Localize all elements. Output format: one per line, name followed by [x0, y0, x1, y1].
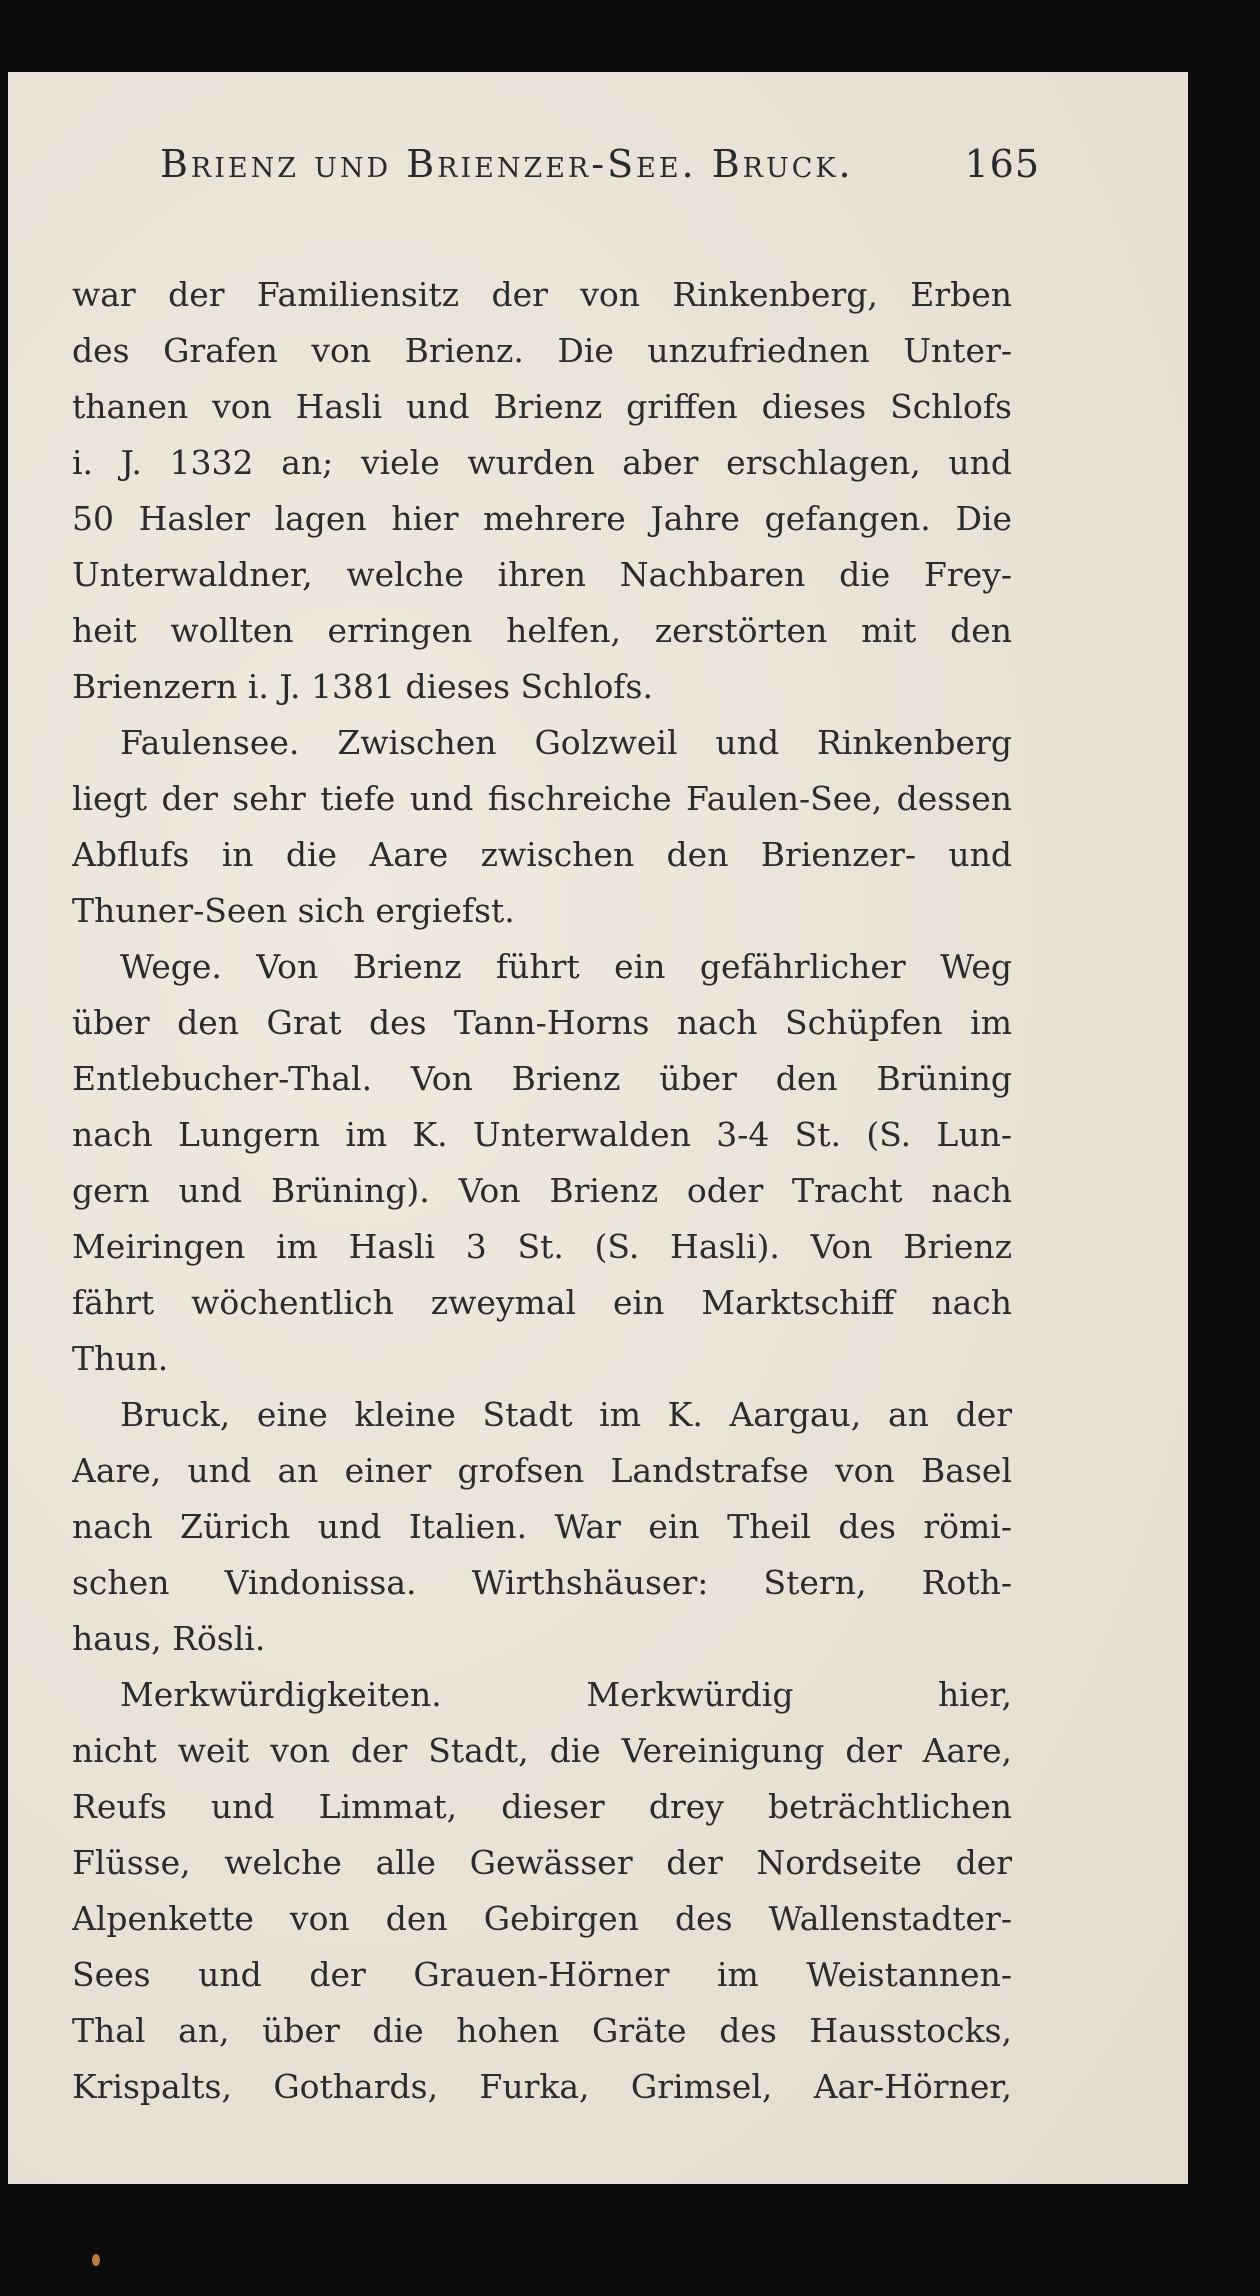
text-line: Aare, und an einer grofsen Landstrafse von Basel [72, 1451, 1012, 1490]
text-line: Alpenkette von den Gebirgen des Wallenstadter- [72, 1899, 1012, 1938]
text-line: nicht weit von der Stadt, die Vereinigung der Aare, [72, 1731, 1012, 1770]
text-line: Merkwürdigkeiten. Merkwürdig hier, [120, 1675, 1012, 1714]
text-line: Wege. Von Brienz führt ein gefährlicher Weg [120, 947, 1012, 986]
header-title: Brienz und Brienzer-See. Bruck. [160, 142, 854, 186]
text-line: Brienzern i. J. 1381 dieses Schlofs. [72, 667, 653, 706]
text-line: 50 Hasler lagen hier mehrere Jahre gefangen. Die [72, 499, 1012, 538]
text-line: Unterwaldner, welche ihren Nachbaren die Frey- [72, 555, 1012, 594]
text-line: Reufs und Limmat, dieser drey beträchtlichen [72, 1787, 1012, 1826]
text-line: Krispalts, Gothards, Furka, Grimsel, Aar-Hörner, [72, 2067, 1012, 2106]
text-line: Flüsse, welche alle Gewässer der Nordseite der [72, 1843, 1012, 1882]
text-line: Faulensee. Zwischen Golzweil und Rinkenberg [120, 723, 1012, 762]
paper-speck [92, 2254, 100, 2266]
text-line: Entlebucher-Thal. Von Brienz über den Brüning [72, 1059, 1012, 1098]
text-line: nach Zürich und Italien. War ein Theil des römi- [72, 1507, 1012, 1546]
text-line: Thun. [72, 1339, 169, 1378]
text-line: Sees und der Grauen-Hörner im Weistannen- [72, 1955, 1012, 1994]
text-line: Meiringen im Hasli 3 St. (S. Hasli). Von Brienz [72, 1227, 1012, 1266]
text-line: heit wollten erringen helfen, zerstörten mit den [72, 611, 1012, 650]
text-line: Thal an, über die hohen Gräte des Hausstocks, [72, 2011, 1012, 2050]
text-line: haus, Rösli. [72, 1619, 266, 1658]
text-line: fährt wöchentlich zweymal ein Marktschiff nach [72, 1283, 1012, 1322]
text-line: liegt der sehr tiefe und fischreiche Faulen-See, dessen [72, 779, 1012, 818]
text-line: des Grafen von Brienz. Die unzufriednen Unter- [72, 331, 1012, 370]
page-number: 165 [964, 142, 1040, 186]
text-line: gern und Brüning). Von Brienz oder Tracht nach [72, 1171, 1012, 1210]
text-line: war der Familiensitz der von Rinkenberg, Erben [72, 275, 1012, 314]
text-line: Thuner-Seen sich ergiefst. [72, 891, 515, 930]
text-line: Abflufs in die Aare zwischen den Brienzer- und [72, 835, 1012, 874]
text-line: nach Lungern im K. Unterwalden 3-4 St. (S. Lun- [72, 1115, 1012, 1154]
text-line: Bruck, eine kleine Stadt im K. Aargau, an der [120, 1395, 1012, 1434]
text-line: über den Grat des Tann-Horns nach Schüpfen im [72, 1003, 1012, 1042]
text-line: thanen von Hasli und Brienz griffen dieses Schlofs [72, 387, 1012, 426]
text-line: schen Vindonissa. Wirthshäuser: Stern, Roth- [72, 1563, 1012, 1602]
text-line: i. J. 1332 an; viele wurden aber erschlagen, und [72, 443, 1012, 482]
